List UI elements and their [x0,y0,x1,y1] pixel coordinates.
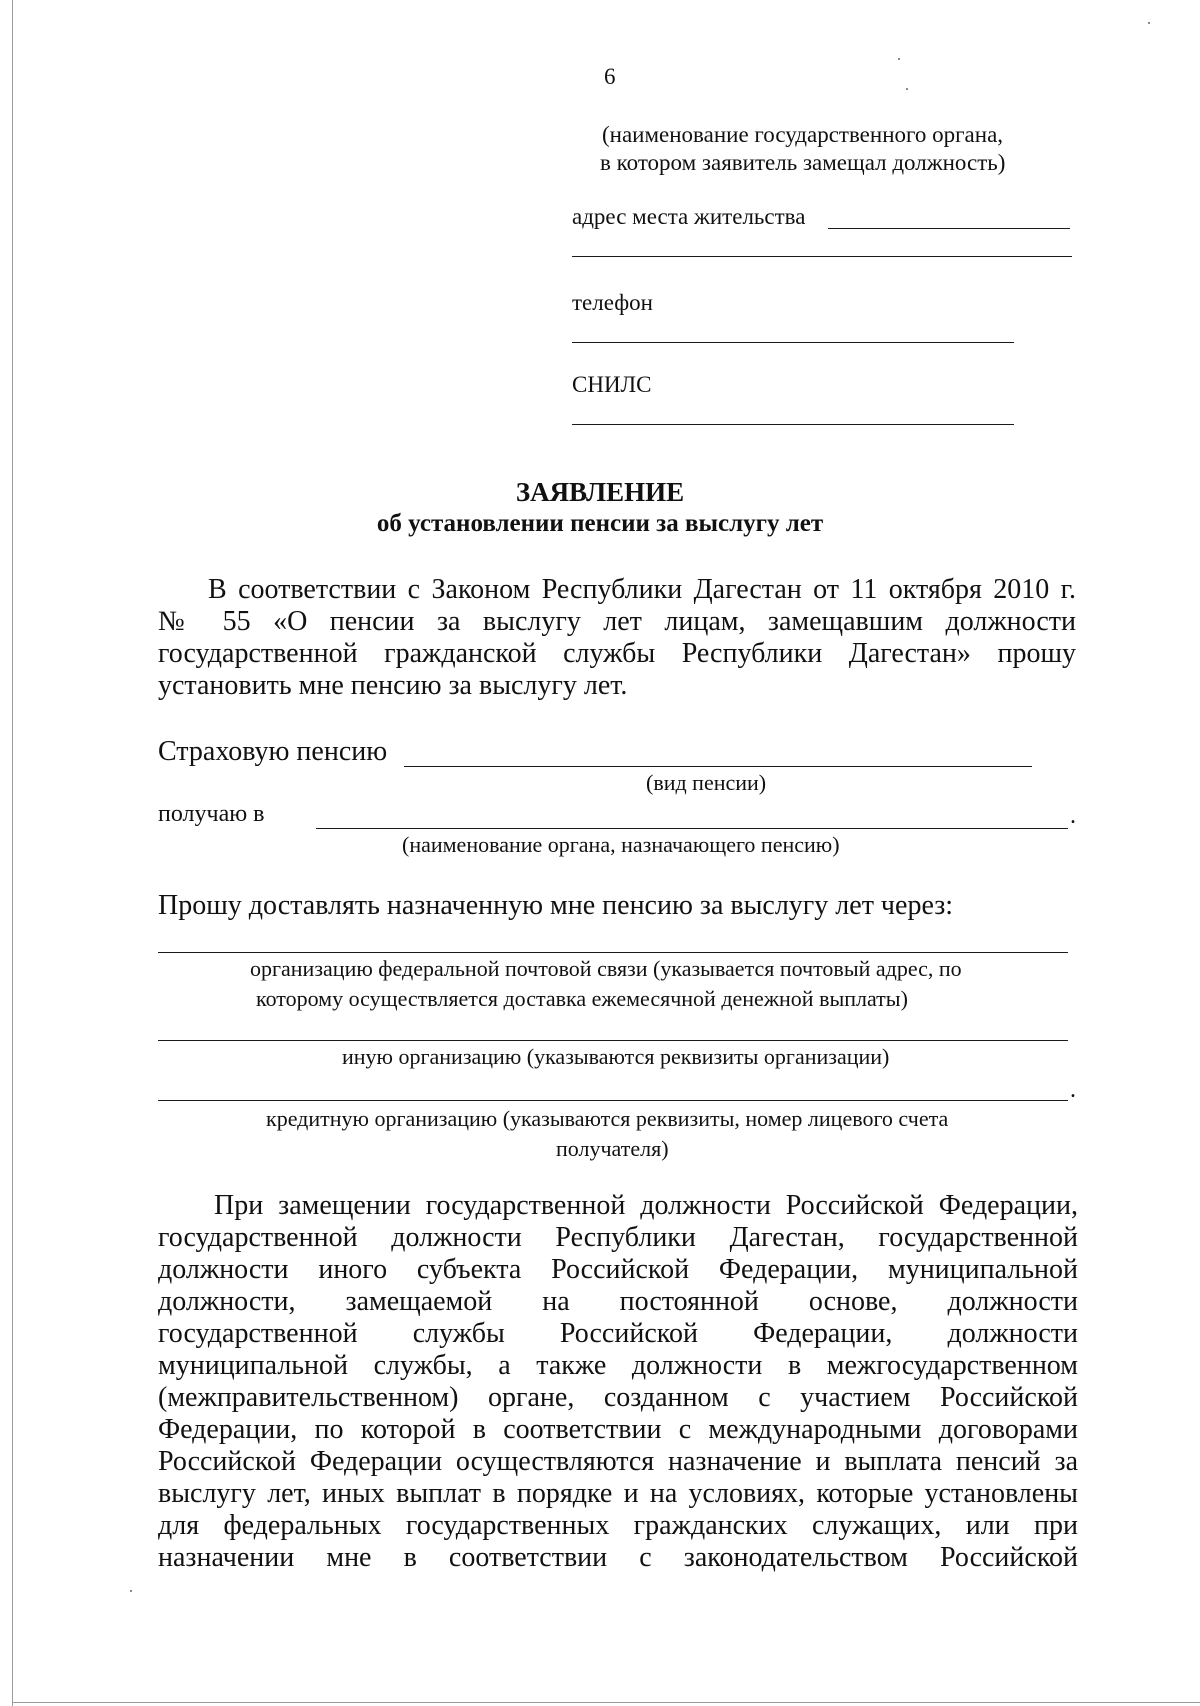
postal-option-caption-2: которому осуществляется доставка ежемесячной денежной выплаты) [256,986,908,1011]
document-subtitle: об установлении пенсии за выслугу лет [376,510,824,537]
body-line-1: При замещении государственной должности Российской Федерации, [214,1190,1078,1221]
scan-border-left [12,0,13,1706]
organ-caption-line2: в котором заявитель замещал должность) [600,150,1006,175]
intro-line-2: № 55 «О пенсии за выслугу лет лицам, замещавшим должности [158,606,1076,637]
receive-period: . [1070,803,1076,829]
body-line-4: должности, замещаемой на постоянной основе, должности [158,1286,1078,1317]
body-line-7: (межправительственном) органе, созданном с участием Российской [158,1382,1078,1413]
postal-option-caption-1: организацию федеральной почтовой связи (указывается почтовый адрес, по [250,956,962,981]
intro-line-1: В соответствии с Законом Республики Дагестан от 11 октября 2010 г. [208,574,1076,605]
intro-line-3: государственной гражданской службы Республики Дагестан» прошу [158,638,1076,669]
body-line-6: муниципальной службы, а также должности в межгосударственном [158,1350,1078,1381]
delivery-label: Прошу доставлять назначенную мне пенсию за выслугу лет через: [158,890,954,921]
phone-label: телефон [572,290,653,315]
body-line-5: государственной службы Российской Федерации, должности [158,1318,1078,1349]
credit-organization-field-line[interactable] [158,1100,1068,1101]
organ-caption-line1: (наименование государственного органа, [602,122,1004,147]
credit-option-period: . [1070,1077,1076,1103]
scan-speck [898,58,900,60]
body-line-2: государственной должности Республики Дагестан, государственной [158,1222,1078,1253]
scan-speck [906,88,908,90]
snils-field-line[interactable] [572,424,1014,425]
address-label: адрес места жительства [572,204,806,229]
scan-speck [130,1590,132,1592]
insurance-pension-label: Страховую пенсию [158,736,388,767]
body-line-3: должности иного субъекта Российской Федерации, муниципальной [158,1254,1078,1285]
pension-organ-caption: (наименование органа, назначающего пенсию) [402,832,840,857]
scan-border-bottom [12,1702,1200,1703]
receive-label: получаю в [158,801,265,827]
document-title: ЗАЯВЛЕНИЕ [515,477,685,507]
body-line-8: Федерации, по которой в соответствии с международными договорами [158,1414,1078,1445]
snils-label: СНИЛС [572,372,652,397]
pension-type-caption: (вид пенсии) [646,770,767,795]
credit-option-caption-2: получателя) [556,1136,669,1161]
address-field-line-1[interactable] [828,228,1070,229]
body-line-10: выслугу лет, иных выплат в порядке и на условиях, которые установлены [158,1478,1078,1509]
address-field-line-2[interactable] [572,256,1072,257]
other-organization-caption: иную организацию (указываются реквизиты организации) [342,1044,890,1069]
page-number: 6 [604,64,616,89]
scan-speck [1148,22,1150,24]
intro-line-4: установить мне пенсию за выслугу лет. [158,670,628,701]
body-line-9: Российской Федерации осуществляются назначение и выплата пенсий за [158,1446,1078,1477]
body-line-12: назначении мне в соответствии с законодательством Российской [158,1542,1078,1573]
phone-field-line[interactable] [572,342,1014,343]
body-line-11: для федеральных государственных гражданских служащих, или при [158,1510,1078,1541]
credit-option-caption-1: кредитную организацию (указываются реквизиты, номер лицевого счета [266,1106,949,1131]
